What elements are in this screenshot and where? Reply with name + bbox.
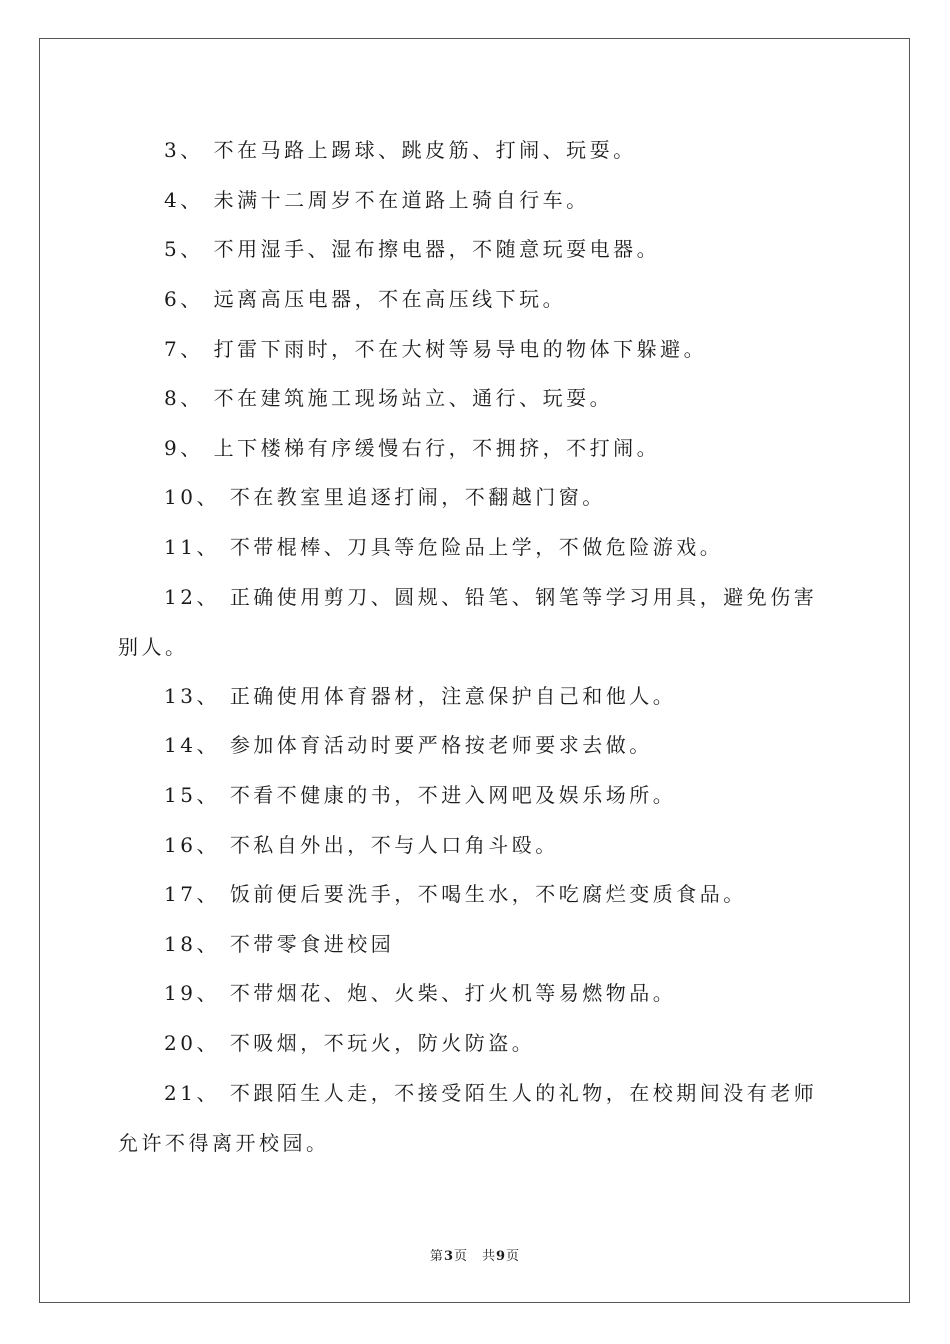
rule-item-19 — [118, 968, 838, 1018]
rule-text: 不用湿手、湿布擦电器，不随意玩耍电器。 — [213, 237, 661, 261]
rule-text: 不带棍棒、刀具等危险品上学，不做危险游戏。 — [229, 535, 724, 559]
rule-text: 正确使用体育器材，注意保护自己和他人。 — [229, 684, 677, 708]
rule-item-20 — [118, 1018, 838, 1068]
rule-number: 18、 — [164, 932, 220, 956]
rule-text: 参加体育活动时要严格按老师要求去做。 — [229, 733, 653, 757]
rule-item-6 — [118, 274, 838, 324]
rule-number: 16、 — [164, 833, 220, 857]
rule-item-21 — [118, 1068, 838, 1168]
rule-text: 上下楼梯有序缓慢右行，不拥挤，不打闹。 — [213, 436, 661, 460]
rule-text-continued: 别人。 — [118, 635, 189, 659]
rule-number: 15、 — [164, 783, 220, 807]
rule-item-17 — [118, 869, 838, 919]
rule-item-9 — [118, 423, 838, 473]
rule-item-18 — [118, 919, 838, 969]
rule-text: 未满十二周岁不在道路上骑自行车。 — [213, 188, 590, 212]
rule-item-11 — [118, 522, 838, 572]
rule-number: 5、 — [164, 237, 204, 261]
rule-text: 不看不健康的书，不进入网吧及娱乐场所。 — [229, 783, 677, 807]
page-footer — [0, 1245, 950, 1264]
rule-text: 不吸烟，不玩火，防火防盗。 — [229, 1031, 536, 1055]
rule-number: 12、 — [164, 585, 220, 609]
rule-number: 6、 — [164, 287, 204, 311]
rule-item-15 — [118, 770, 838, 820]
rule-text: 不跟陌生人走，不接受陌生人的礼物，在校期间没有老师 — [229, 1081, 818, 1105]
rule-number: 21、 — [164, 1081, 220, 1105]
rule-text: 饭前便后要洗手，不喝生水，不吃腐烂变质食品。 — [229, 882, 747, 906]
rule-number: 13、 — [164, 684, 220, 708]
rule-number: 19、 — [164, 981, 220, 1005]
rule-item-5 — [118, 224, 838, 274]
rule-text: 不带烟花、炮、火柴、打火机等易燃物品。 — [229, 981, 677, 1005]
rule-text: 不在建筑施工现场站立、通行、玩耍。 — [213, 386, 614, 410]
rule-number: 7、 — [164, 337, 204, 361]
rule-item-13 — [118, 671, 838, 721]
rule-text: 不在教室里追逐打闹，不翻越门窗。 — [229, 485, 606, 509]
rule-text: 不私自外出，不与人口角斗殴。 — [229, 833, 559, 857]
rule-number: 4、 — [164, 188, 204, 212]
rule-text: 打雷下雨时，不在大树等易导电的物体下躲避。 — [213, 337, 708, 361]
rule-text: 正确使用剪刀、圆规、铅笔、钢笔等学习用具，避免伤害 — [229, 585, 818, 609]
rule-item-8 — [118, 373, 838, 423]
rule-item-10 — [118, 472, 838, 522]
rule-item-4 — [118, 175, 838, 225]
rule-text: 不在马路上踢球、跳皮筋、打闹、玩耍。 — [213, 138, 637, 162]
current-page-number: 3 — [443, 1249, 454, 1264]
rule-item-12 — [118, 572, 838, 672]
footer-prefix: 第 — [429, 1249, 444, 1264]
rule-number: 20、 — [164, 1031, 220, 1055]
rule-number: 10、 — [164, 485, 220, 509]
rule-text: 远离高压电器，不在高压线下玩。 — [213, 287, 567, 311]
footer-mid: 页 共 — [453, 1249, 496, 1264]
rule-number: 14、 — [164, 733, 220, 757]
rule-item-16 — [118, 820, 838, 870]
rule-item-3 — [118, 125, 838, 175]
rule-item-14 — [118, 720, 838, 770]
rule-text: 不带零食进校园 — [229, 932, 395, 956]
footer-suffix: 页 — [506, 1249, 521, 1264]
rule-item-7 — [118, 324, 838, 374]
rule-text-continued: 允许不得离开校园。 — [118, 1131, 330, 1155]
rule-number: 11、 — [164, 535, 220, 559]
total-pages-number: 9 — [496, 1249, 507, 1264]
rule-number: 3、 — [164, 138, 204, 162]
rule-number: 17、 — [164, 882, 220, 906]
rule-number: 8、 — [164, 386, 204, 410]
rule-number: 9、 — [164, 436, 204, 460]
